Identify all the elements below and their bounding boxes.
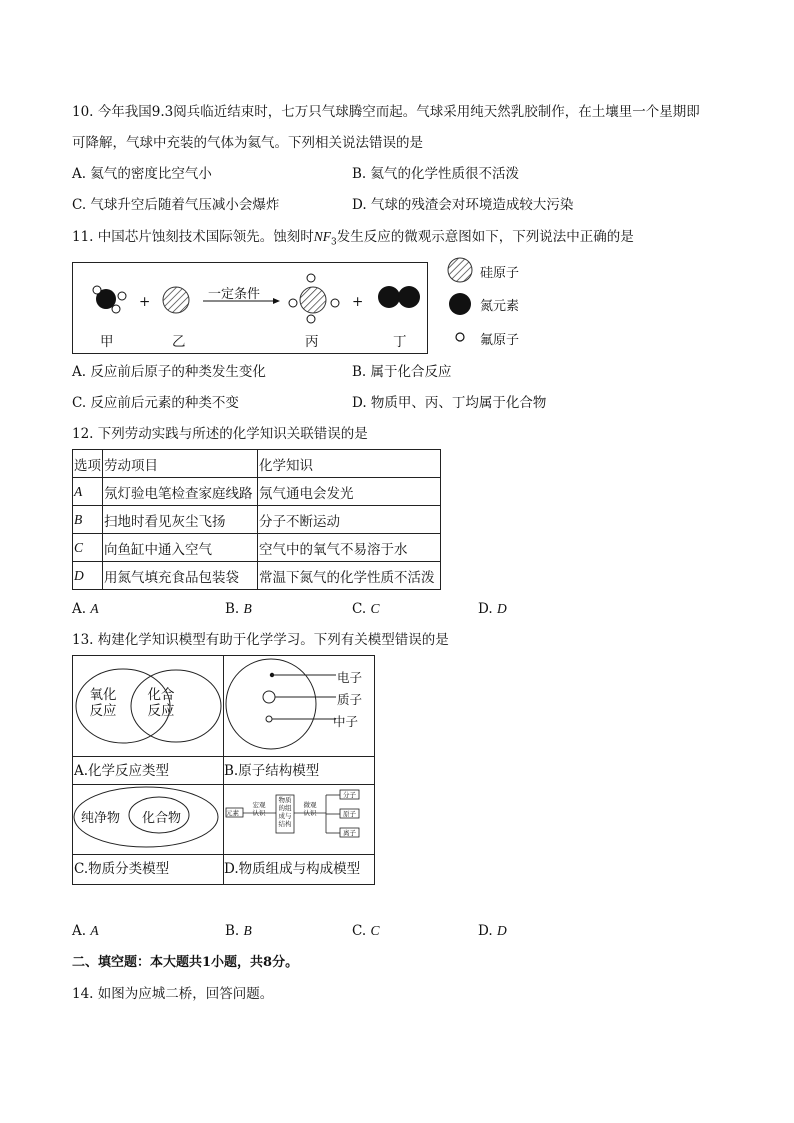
panel-c-inner-label: 化合物 [142, 811, 182, 826]
q10-option-c: C. 气球升空后随着气压减小会爆炸 [72, 197, 280, 213]
label-ding: 丁 [393, 334, 407, 350]
q11-option-c: C. 反应前后元素的种类不变 [72, 395, 239, 411]
label-bing: 丙 [305, 334, 319, 350]
q11-stem [72, 228, 634, 252]
table-row [73, 506, 441, 534]
plus-2: + [352, 294, 364, 310]
panel-b-proton: 质子 [337, 692, 363, 707]
panel-a-right-label: 化合反应 [147, 687, 175, 719]
panel-d-macro: 宏观认识 [252, 801, 266, 817]
q11-stem-pre: 11. 中国芯片蚀刻技术国际领先。蚀刻时 [72, 229, 314, 245]
row-knowledge: 分子不断运动 [258, 506, 441, 534]
q12-stem: 12. 下列劳动实践与所述的化学知识关联错误的是 [72, 426, 368, 442]
panel-d-ion: 离子 [343, 829, 356, 837]
table-row [73, 478, 441, 506]
header-cell: 劳动项目 [103, 450, 258, 478]
q10-stem-line1: 10. 今年我国9.3阅兵临近结束时，七万只气球腾空而起。气球采用纯天然乳胶制作，在土壤里一个星期即 [72, 104, 700, 120]
row-task: 用氮气填充食品包装袋 [103, 562, 258, 590]
q10-option-a: A. 氦气的密度比空气小 [72, 166, 212, 182]
header-cell: 选项 [73, 450, 103, 478]
q12-option-d: D. D [478, 601, 507, 617]
q12-table [72, 449, 441, 590]
reaction-svg [73, 263, 427, 353]
panel-b-caption: B.原子结构模型 [224, 763, 320, 779]
q12-option-b: B. B [225, 601, 252, 617]
panel-d-atom: 原子 [343, 810, 356, 818]
reaction-diagram [72, 262, 428, 354]
panel-d-molecule: 分子 [343, 791, 356, 799]
molecule-ding [378, 286, 420, 308]
legend-si-icon [448, 258, 472, 282]
molecule-yi [163, 287, 189, 313]
panel-d-center: 物质的组成与结构 [278, 796, 292, 828]
label-yi: 乙 [172, 334, 186, 350]
q11-option-d: D. 物质甲、丙、丁均属于化合物 [352, 395, 547, 411]
table-header-row [73, 450, 441, 478]
q14-stem: 14. 如图为应城二桥，回答问题。 [72, 986, 274, 1002]
panel-a-caption: A.化学反应类型 [74, 763, 170, 779]
q11-formula: NF [313, 229, 332, 244]
q11-formula-sub: 3 [331, 237, 337, 248]
condition-text: 一定条件 [208, 287, 261, 302]
molecule-bing [289, 274, 339, 323]
q12-option-c: C. C [352, 601, 380, 617]
row-task: 向鱼缸中通入空气 [103, 534, 258, 562]
panel-d-caption: D.物质组成与构成模型 [224, 861, 361, 877]
row-option: C [74, 539, 84, 555]
q10-stem-line2: 可降解，气球中充装的气体为氦气。下列相关说法错误的是 [72, 135, 423, 151]
row-knowledge: 氖气通电会发光 [258, 478, 441, 506]
q13-model-grid [72, 655, 375, 885]
row-option: B [74, 511, 83, 527]
q11-stem-post: 发生反应的微观示意图如下，下列说法中正确的是 [336, 229, 634, 245]
label-jia: 甲 [100, 334, 114, 350]
header-cell: 化学知识 [258, 450, 441, 478]
legend-f-icon [456, 333, 464, 341]
q10-option-d: D. 气球的残渣会对环境造成较大污染 [352, 197, 574, 213]
plus-1: + [139, 294, 151, 310]
row-option: D [74, 567, 84, 583]
q13-stem: 13. 构建化学知识模型有助于化学学习。下列有关模型错误的是 [72, 632, 449, 648]
table-row [73, 562, 441, 590]
table-row [73, 534, 441, 562]
q12-option-a: A. A [72, 601, 99, 617]
row-knowledge: 常温下氮气的化学性质不活泼 [258, 562, 441, 590]
legend-si: 硅原子 [480, 266, 520, 281]
section2-heading: 二、填空题：本大题共1小题，共8分。 [72, 955, 299, 970]
panel-b-electron: 电子 [337, 670, 363, 685]
q11-option-b: B. 属于化合反应 [352, 364, 452, 380]
legend-n: 氮元素 [480, 299, 520, 314]
row-task: 扫地时看见灰尘飞扬 [103, 506, 258, 534]
legend-svg [445, 257, 477, 349]
row-knowledge: 空气中的氧气不易溶于水 [258, 534, 441, 562]
q13-option-d: D. D [478, 923, 507, 939]
panel-d-micro: 微观认识 [303, 801, 317, 817]
panel-c-outer-label: 纯净物 [81, 811, 121, 826]
panel-a-left-label: 氧化反应 [89, 687, 117, 719]
legend-n-icon [449, 293, 471, 315]
q13-option-c: C. C [352, 923, 380, 939]
panel-c-caption: C.物质分类模型 [74, 861, 170, 877]
q10-option-b: B. 氦气的化学性质很不活泼 [352, 166, 520, 182]
row-task: 氖灯验电笔检查家庭线路 [103, 478, 258, 506]
panel-d-element: 元素 [226, 809, 239, 817]
legend-f: 氟原子 [480, 333, 520, 348]
q11-option-a: A. 反应前后原子的种类发生变化 [72, 364, 266, 380]
molecule-jia [93, 286, 126, 313]
panel-b-neutron: 中子 [333, 714, 359, 729]
q13-option-a: A. A [72, 923, 99, 939]
row-option: A [74, 483, 83, 499]
q13-option-b: B. B [225, 923, 252, 939]
